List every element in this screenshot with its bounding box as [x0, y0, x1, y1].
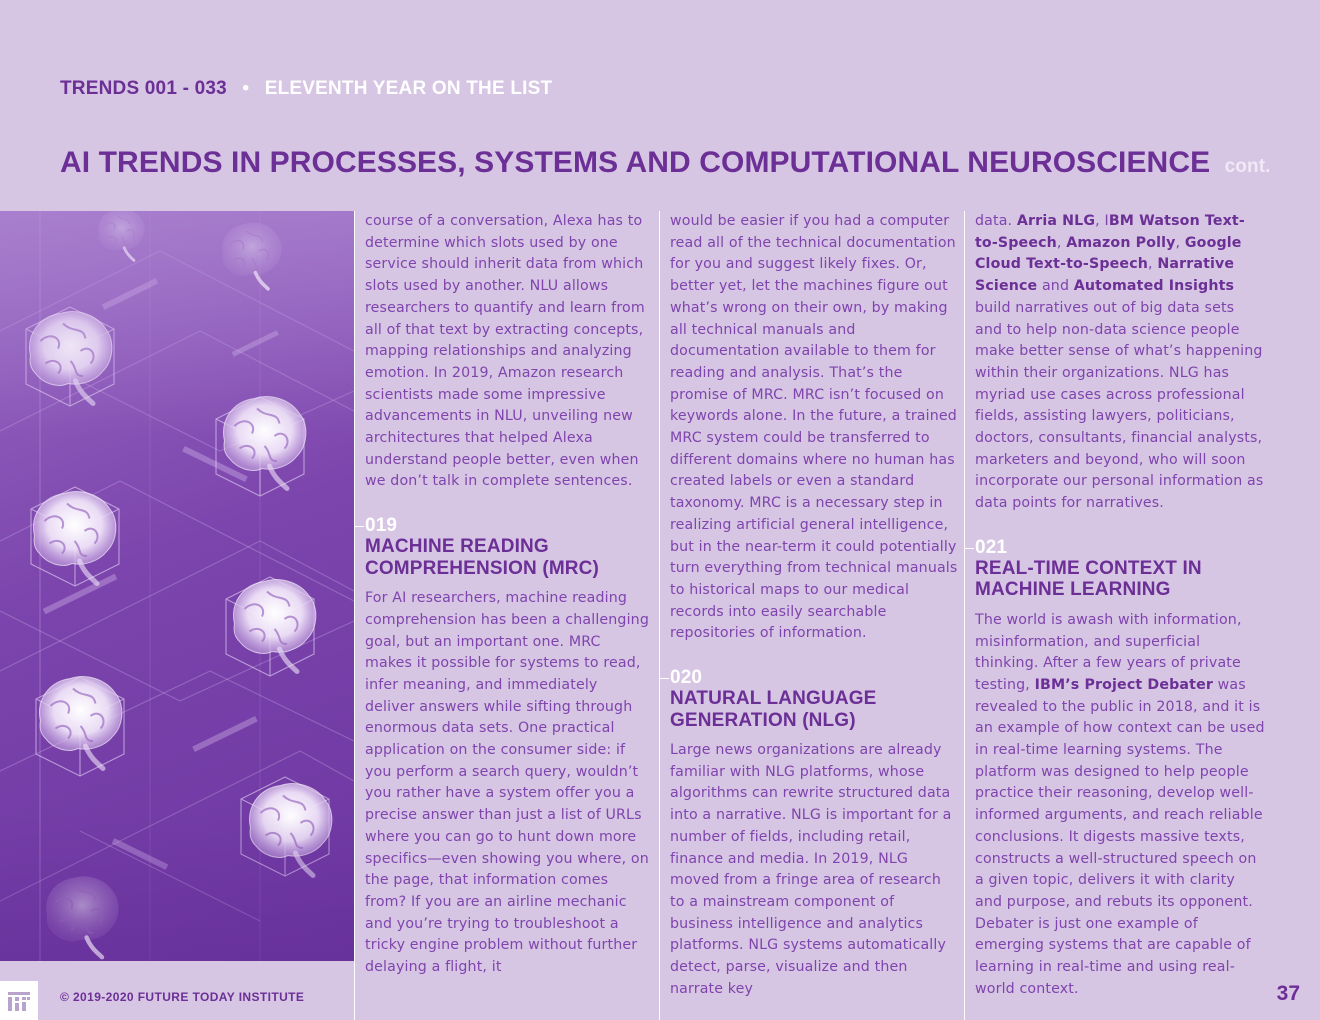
trend-number: 021 [975, 537, 1265, 558]
keyword-narrative-science: Narrative Science [975, 256, 1235, 295]
keyword-arria-nlg: Arria NLG [1016, 213, 1096, 229]
trend-number: 020 [670, 667, 960, 688]
trend-body-paragraph [975, 610, 1265, 1001]
keyword-google-cloud-tts: Google Cloud Text-to-Speech [975, 234, 1242, 273]
column-divider-2 [659, 211, 660, 1020]
text-run: , [1056, 234, 1067, 251]
year-on-list-label: ELEVENTH YEAR ON THE LIST [264, 78, 553, 99]
text-run: was revealed to the public in 2018, and it is an example of how context can be used in real-time learning systems. The platform was designed to help people practice their reasoning, develop well-informed arguments, and reach reliable conclusions. It digests massive texts, constructs a well-structured speech on a given topic, delivers it with clarity and purpose, and rebuts its opponent. Debater is just one example of emerging systems that are capable of learning in real-time and using real-world context. [975, 676, 1265, 997]
trend-section-020 [670, 667, 960, 1000]
column3-intro-paragraph [975, 211, 1265, 515]
keyword-amazon-polly: Amazon Polly [1066, 234, 1176, 251]
trends-range-label: TRENDS 001 - 033 [60, 78, 227, 99]
text-column-3 [975, 211, 1265, 1001]
header-trends-line [60, 78, 552, 100]
text-run: The world is awash with information, misinformation, and superficial thinking. After a few years of private testing, [975, 611, 1242, 693]
brain-network-image [0, 211, 354, 961]
header-separator: • [242, 78, 250, 99]
text-column-2 [670, 211, 960, 1001]
fti-logo-icon [0, 981, 38, 1020]
page-number: 37 [1276, 982, 1300, 1005]
text-run: , [1148, 256, 1158, 273]
text-run: data. [975, 213, 1017, 229]
page-title-suffix: cont. [1224, 156, 1271, 177]
column1-intro-paragraph: course of a conversation, Alexa has to determine which slots used by one service should inherit data from which slots used by another. NLU allows researchers to quantify and learn from all of that text by extracting concepts, mapping relationships and analyzing emotion. In 2019, Amazon research scientists made some impressive advancements in NLU, unveiling new architectures that helped Alexa understand people better, even when we don’t talk in complete sentences. [365, 213, 645, 490]
trend-title: MACHINE READING COMPREHENSION (MRC) [365, 536, 600, 579]
text-run: and [1037, 278, 1074, 295]
text-run: build narratives out of big data sets and to help non-data science people make better sense of what’s happening within their organizations. NLG has myriad use cases across professional fields, assisting lawyers, politicians, doctors, consultants, financial analysts, marketers and beyond, who will soon incorporate our personal information as data points for narratives. [975, 299, 1264, 512]
text-run: , I [1095, 213, 1109, 229]
trend-number: 019 [365, 515, 649, 536]
text-column-1 [365, 211, 649, 979]
page-title-text: AI TRENDS IN PROCESSES, SYSTEMS AND COMPUTATIONAL NEUROSCIENCE [60, 146, 1211, 179]
column-divider-3 [964, 211, 965, 1020]
trend-section-021 [975, 537, 1265, 1001]
keyword-ibm-project-debater: IBM’s Project Debater [1034, 676, 1213, 693]
trend-title: REAL-TIME CONTEXT IN MACHINE LEARNING [975, 557, 1202, 601]
footer-copyright: © 2019-2020 FUTURE TODAY INSTITUTE [60, 990, 305, 1004]
keyword-ibm-watson-tts: BM Watson Text-to-Speech [975, 213, 1245, 251]
keyword-automated-insights: Automated Insights [1073, 278, 1235, 295]
trend-section-019 [365, 515, 649, 979]
column2-intro-paragraph: would be easier if you had a computer read all of the technical documentation for you and suggest likely fixes. Or, better yet, let the machines figure out what’s wrong on their own, by making all technical manuals and documentation available to them for reading and analysis. That’s the promise of MRC. MRC isn’t focused on keywords alone. In the future, a trained MRC system could be transferred to different domains where no human has created labels or even a standard taxonomy. MRC is a necessary step in realizing artificial general intelligence, but in the near-term it could potentially turn everything from technical manuals to historical maps to our medical records into easily searchable repositories of information. [670, 213, 958, 642]
column-divider-1 [354, 211, 355, 1020]
page-title [60, 146, 1271, 180]
trend-body-paragraph: For AI researchers, machine reading comprehension has been a challenging goal, but an important one. MRC makes it possible for systems to read, infer meaning, and immediately deliver answers while sifting through enormous data sets. One practical application on the consumer side: if you perform a search query, wouldn’t you rather have a system offer you a precise answer than just a list of URLs where you can go to hunt down more specifics—even showing you where, on the page, that information comes from? If you are an airline mechanic and you’re trying to troubleshoot a tricky engine problem without further delaying a flight, it [365, 590, 649, 976]
text-run: , [1175, 234, 1185, 251]
trend-title: NATURAL LANGUAGE GENERATION (NLG) [670, 688, 877, 731]
trend-body-paragraph: Large news organizations are already familiar with NLG platforms, whose algorithms can rewrite structured data into a narrative. NLG is important for a number of fields, including retail, finance and media. In 2019, NLG moved from a fringe area of research to a mainstream component of business intelligence and analytics platforms. NLG systems automatically detect, parse, visualize and then narrate key [670, 742, 952, 997]
